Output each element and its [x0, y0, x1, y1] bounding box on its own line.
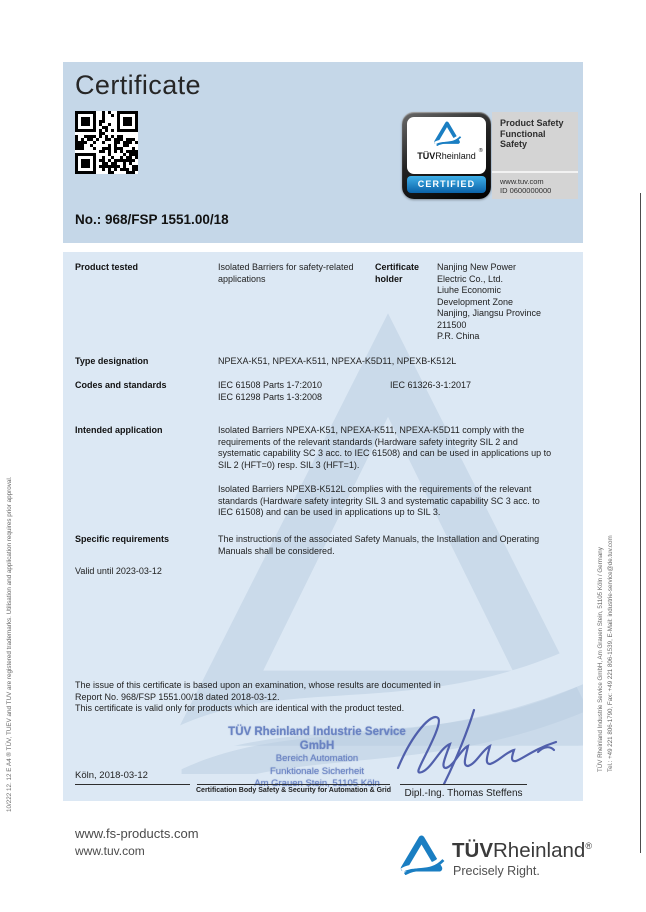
- statement: The issue of this certificate is based upon an examination, whose results are documented in Report No. 968/FSP 1551.00/18 dated 2018-03-12. This certificate is valid only for products which are identical with the product tested.: [75, 680, 441, 713]
- value-codes-standards-col2: IEC 61326-3-1:2017: [390, 380, 472, 390]
- value-product-tested: Isolated Barriers for safety-related applications: [218, 262, 354, 284]
- page-edge-line: [640, 193, 641, 853]
- sign-line-date: [75, 784, 190, 785]
- sign-line-org: [197, 784, 390, 785]
- scope-text: Product Safety Functional Safety: [492, 112, 578, 171]
- label-product-tested: Product tested: [75, 262, 139, 272]
- left-margin-legal-text: 10/222 12. 12 E A4 ® TÜV, TUEV and TUV are registered trademarks. Utilisation and application requires prior approval.: [6, 476, 13, 812]
- registered-mark: ®: [585, 841, 592, 852]
- label-type-designation: Type designation: [75, 356, 149, 366]
- link-tuv: www.tuv.com: [75, 844, 145, 858]
- badge-inner: [407, 117, 486, 174]
- sign-line-signer: [400, 784, 527, 785]
- link-fs-products: www.fs-products.com: [75, 826, 199, 841]
- value-certificate-holder: Nanjing New Power Electric Co., Ltd. Liuhe Economic Development Zone Nanjing, Jiangsu Province 211500 P.R. China: [437, 262, 542, 341]
- header-block: [63, 62, 583, 243]
- valid-until: Valid until 2023-03-12: [75, 566, 162, 576]
- right-margin-contact-text: TÜV Rheinland Industrie Service GmbH, Am Grauen Stein, 51105 Köln / Germany Tel.: +49 221 806-1790, Fax: +49 221 806-1539, E-Mail: industrie-service@de.tuv.com: [597, 535, 614, 772]
- badge-brand-text: TÜVRheinland ®: [417, 148, 483, 161]
- label-intended-application: Intended application: [75, 425, 163, 435]
- certified-band: CERTIFIED: [407, 176, 486, 193]
- value-specific-requirements: The instructions of the associated Safety Manuals, the Installation and Operating Manuals shall be considered.: [218, 534, 540, 556]
- badge-id-text: [492, 173, 578, 199]
- tuv-logo-triangle-icon: [398, 833, 445, 875]
- badge-url: www.tuv.com: [500, 177, 544, 186]
- tuv-certified-badge: [402, 112, 491, 199]
- tuv-logo-wordmark: TÜVRheinland®: [452, 839, 592, 862]
- label-certificate-holder: Certificate holder: [375, 262, 420, 284]
- certification-body-caption: Certification Body Safety & Security for Automation & Grid: [196, 787, 391, 794]
- org-stamp: TÜV Rheinland Industrie Service GmbH Bereich Automation Funktionale Sicherheit Am Grauen Stein, 51105 Köln: [228, 726, 406, 789]
- value-intended-application-para2: Isolated Barriers NPEXB-K512L complies with the requirements of the relevant standards (Hardware safety integrity SIL 3 and systematic capability SC 3 acc. to IEC 61508) and can be used in applications up to SIL 3.: [218, 484, 540, 517]
- tuv-tagline: Precisely Right.: [453, 864, 540, 878]
- badge-id: ID 0600000000: [500, 186, 552, 195]
- registered-mark: ®: [478, 148, 483, 154]
- value-codes-standards-col1: IEC 61508 Parts 1-7:2010 IEC 61298 Parts 1-3:2008: [218, 380, 323, 402]
- place-date: Köln, 2018-03-12: [75, 770, 148, 781]
- content-block: [63, 252, 583, 801]
- label-specific-requirements: Specific requirements: [75, 534, 170, 544]
- badge-scope-panel: [492, 112, 578, 199]
- signature-ink: [388, 704, 573, 789]
- label-codes-standards: Codes and standards: [75, 380, 167, 390]
- qr-code: [75, 111, 138, 174]
- value-intended-application-para1: Isolated Barriers NPEXA-K51, NPEXA-K511, NPEXA-K5D11 comply with the requirements of the relevant standards (Hardware safety integrity SIL 2 and systematic capability SC 3 acc. to IEC 61508) and can be used in applications up to SIL 2 (HFT=0) resp. SIL 3 (HFT=1).: [218, 425, 552, 470]
- page-title: Certificate: [75, 70, 201, 100]
- certificate-number: No.: 968/FSP 1551.00/18: [75, 212, 229, 227]
- value-type-designation: NPEXA-K51, NPEXA-K511, NPEXA-K5D11, NPEXB-K512L: [218, 356, 457, 366]
- signer-name: Dipl.-Ing. Thomas Steffens: [404, 788, 523, 799]
- tuv-triangle-icon: [432, 120, 462, 146]
